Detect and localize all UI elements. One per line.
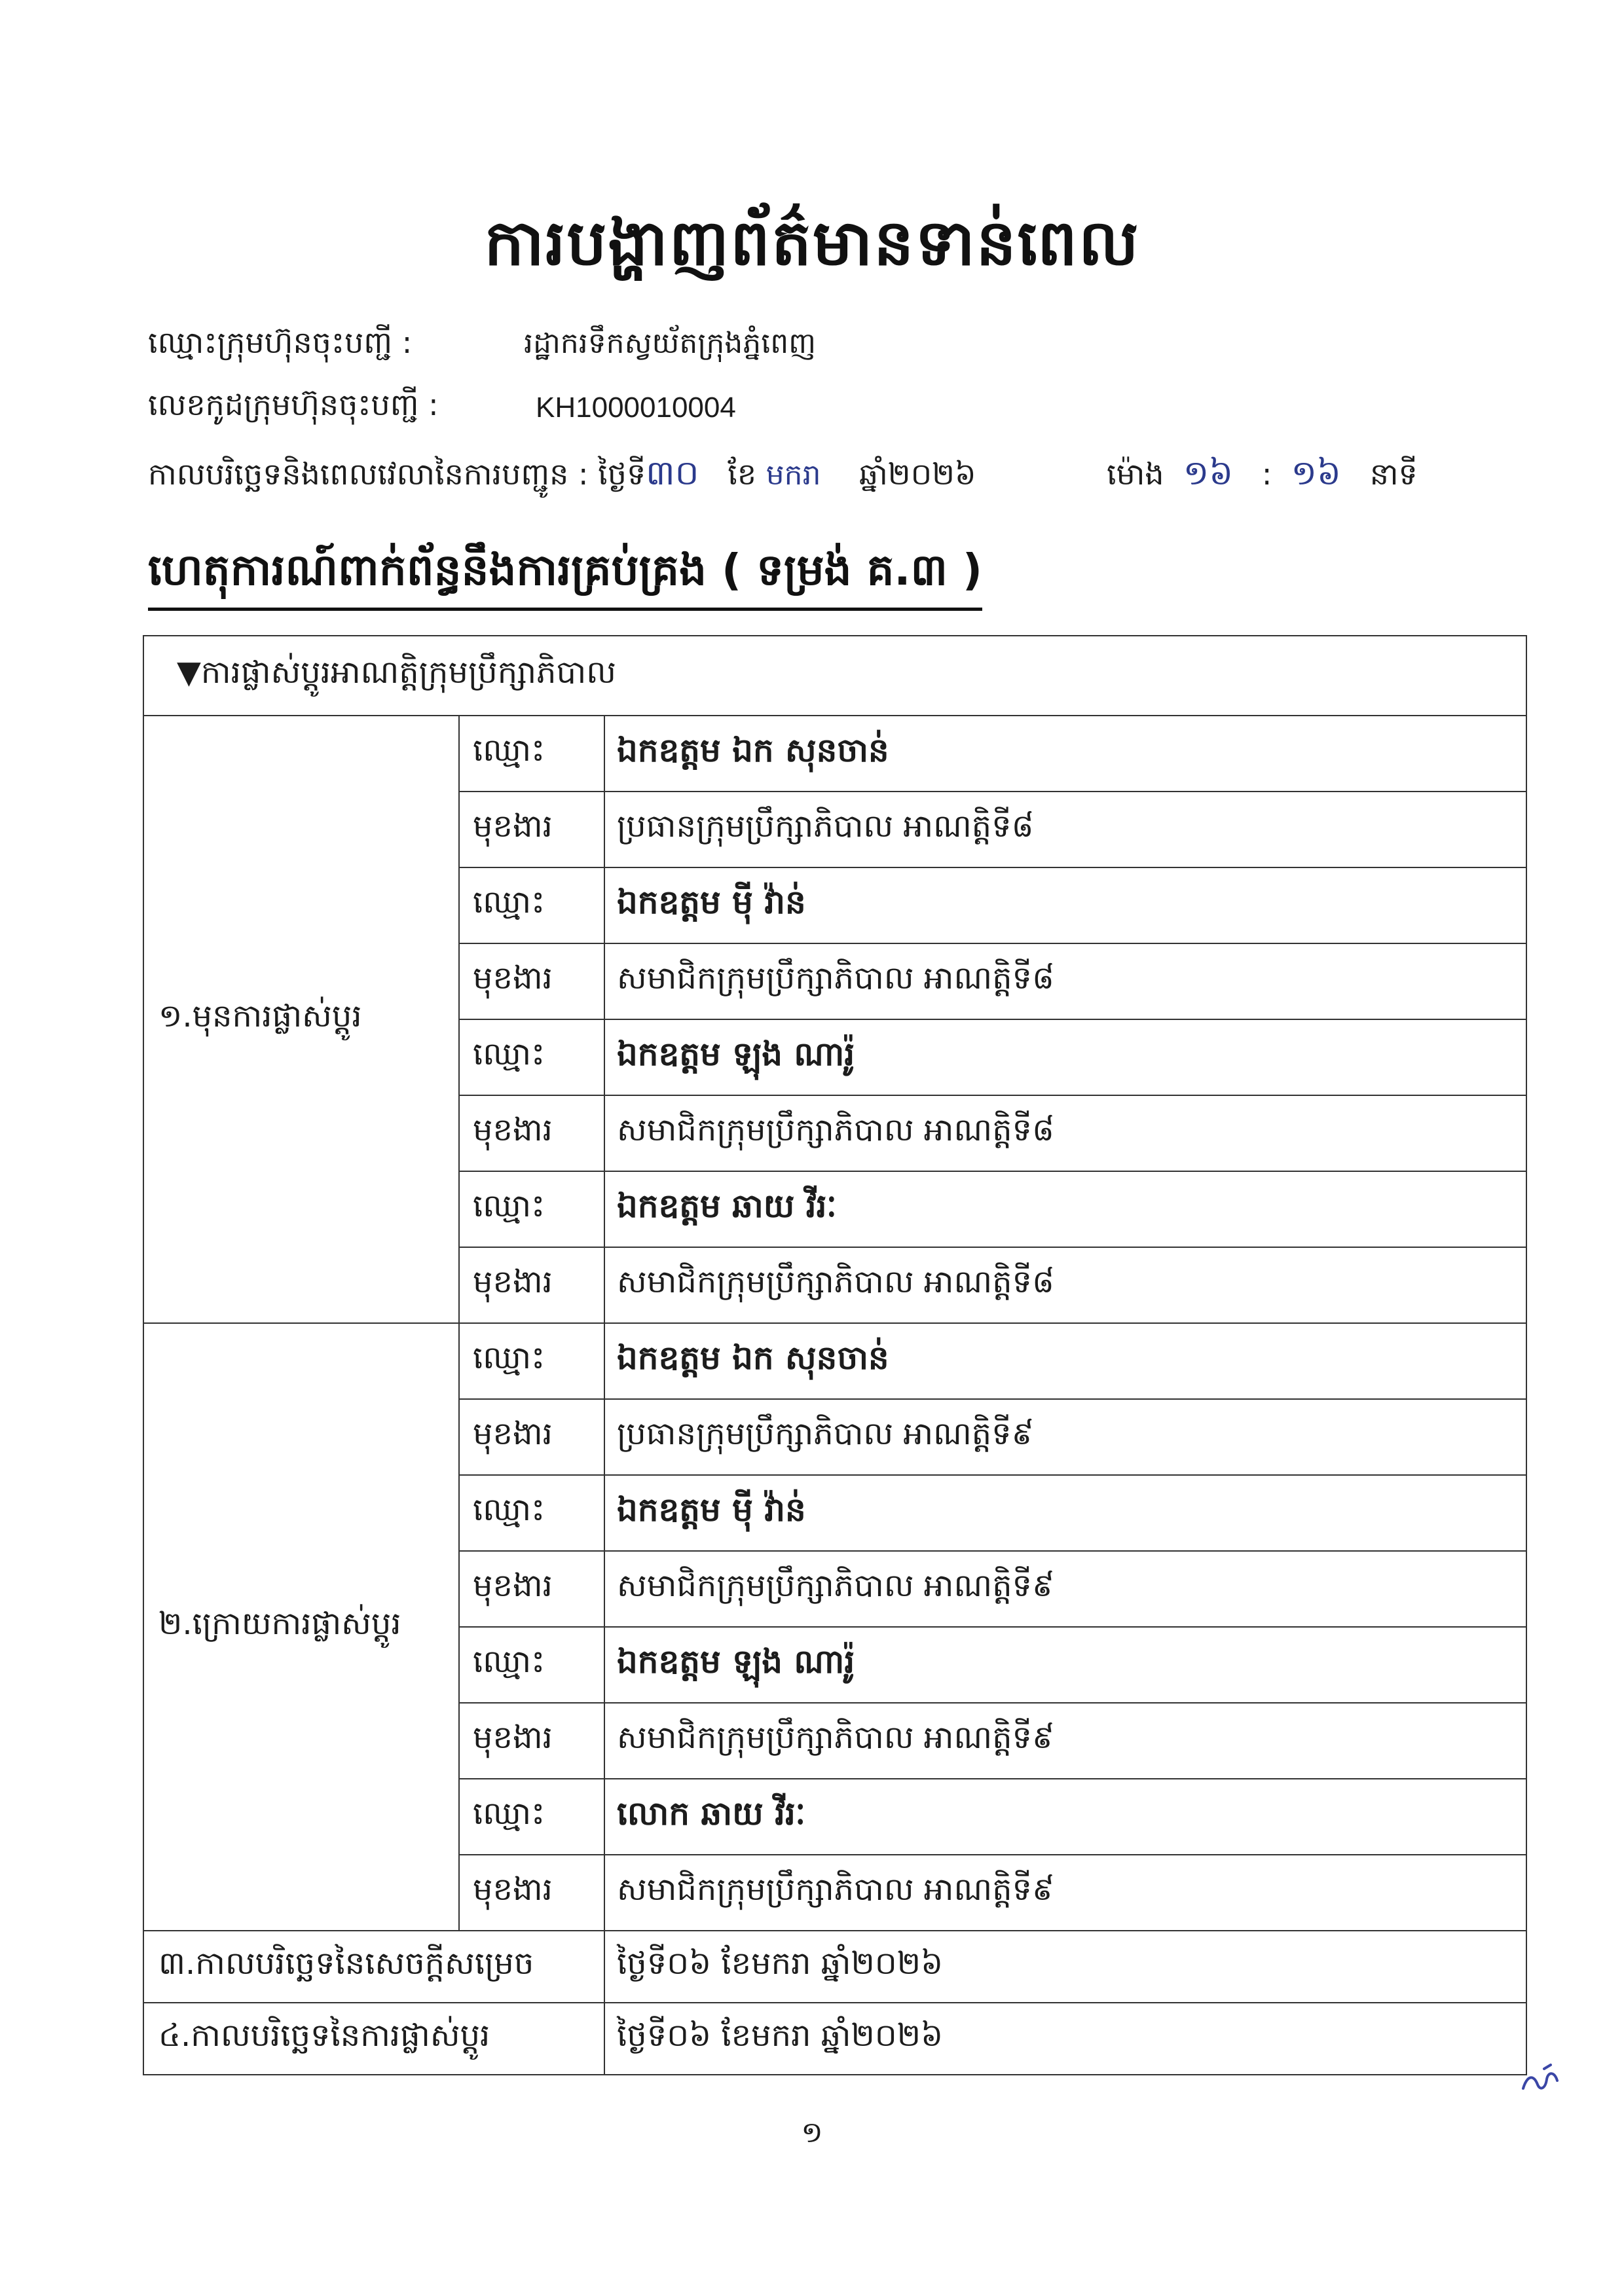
position-label: មុខងារ <box>459 792 604 867</box>
handwritten-initials <box>1518 2062 1564 2111</box>
decision-date-label: ៣.កាលបរិច្ឆេទនៃសេចក្តីសម្រេច <box>143 1931 604 2003</box>
year-label: ឆ្នាំ២០២៦ <box>859 456 976 492</box>
position-label: មុខងារ <box>459 1247 604 1323</box>
change-date-label: ៤.កាលបរិច្ឆេទនៃការផ្លាស់ប្តូរ <box>143 2003 604 2075</box>
position-value: សមាជិកក្រុមប្រឹក្សាភិបាល អាណត្តិទី៨ <box>604 1095 1526 1171</box>
submission-time <box>1107 452 1418 501</box>
position-label: មុខងារ <box>459 1703 604 1779</box>
change-date-value: ថ្ងៃទី០៦ ខែមករា ឆ្នាំ២០២៦ <box>604 2003 1526 2075</box>
table-row <box>143 716 1526 792</box>
name-label: ឈ្មោះ <box>459 1323 604 1399</box>
position-value: សមាជិកក្រុមប្រឹក្សាភិបាល អាណត្តិទី៨ <box>604 1247 1526 1323</box>
name-label: ឈ្មោះ <box>459 1779 604 1855</box>
position-label: មុខងារ <box>459 1095 604 1171</box>
minute-label: នាទី <box>1369 456 1418 492</box>
board-change-table <box>143 635 1527 2075</box>
name-label: ឈ្មោះ <box>459 1475 604 1551</box>
position-label: មុខងារ <box>459 943 604 1019</box>
name-value: ឯកឧត្តម ម៉ី វ៉ាន់ <box>604 1475 1526 1551</box>
name-value: ឯកឧត្តម ឆាយ វីរៈ <box>604 1171 1526 1247</box>
time-separator: : <box>1261 456 1272 492</box>
hour-label: ម៉ោង <box>1107 456 1164 492</box>
minute-value: ១៦ <box>1291 454 1341 493</box>
position-label: មុខងារ <box>459 1551 604 1627</box>
position-value: សមាជិកក្រុមប្រឹក្សាភិបាល អាណត្តិទី៩ <box>604 1551 1526 1627</box>
table-header-row <box>143 636 1526 716</box>
hour-value: ១៦ <box>1183 454 1234 493</box>
month-value: មករា <box>766 458 821 492</box>
company-code-value: KH1000010004 <box>536 392 736 424</box>
group-label: ១.មុនការផ្លាស់ប្តូរ <box>143 716 459 1323</box>
day-label: ថ្ងៃទី <box>598 456 646 492</box>
decision-date-row <box>143 1931 1526 2003</box>
position-value: សមាជិកក្រុមប្រឹក្សាភិបាល អាណត្តិទី៨ <box>604 943 1526 1019</box>
name-value: លោក ឆាយ វីរៈ <box>604 1779 1526 1855</box>
position-value: សមាជិកក្រុមប្រឹក្សាភិបាល អាណត្តិទី៩ <box>604 1855 1526 1931</box>
month-label: ខែ <box>728 456 757 492</box>
name-label: ឈ្មោះ <box>459 867 604 943</box>
change-date-row <box>143 2003 1526 2075</box>
name-label: ឈ្មោះ <box>459 1627 604 1703</box>
name-value: ឯកឧត្តម ម៉ី វ៉ាន់ <box>604 867 1526 943</box>
name-label: ឈ្មោះ <box>459 1019 604 1095</box>
position-label: មុខងារ <box>459 1855 604 1931</box>
table-header: ▼ការផ្លាស់ប្តូរអាណត្តិក្រុមប្រឹក្សាភិបាល <box>143 636 1526 716</box>
name-value: ឯកឧត្តម ឯក សុនចាន់ <box>604 1323 1526 1399</box>
group-label: ២.ក្រោយការផ្លាស់ប្តូរ <box>143 1323 459 1931</box>
name-value: ឯកឧត្តម ឡុង ណារ៉ូ <box>604 1019 1526 1095</box>
company-name-label: ឈ្មោះក្រុមហ៊ុនចុះបញ្ជី : <box>148 325 413 360</box>
name-value: ឯកឧត្តម ឯក សុនចាន់ <box>604 716 1526 792</box>
document-title: ការបង្ហាញព័ត៌មានទាន់ពេល <box>484 206 1140 280</box>
name-label: ឈ្មោះ <box>459 1171 604 1247</box>
day-value: ៣០ <box>646 454 699 493</box>
company-name-value: រដ្ឋាករទឹកស្វយ័តក្រុងភ្នំពេញ <box>524 327 817 360</box>
position-value: ប្រធានក្រុមប្រឹក្សាភិបាល អាណត្តិទី៩ <box>604 1399 1526 1475</box>
decision-date-value: ថ្ងៃទី០៦ ខែមករា ឆ្នាំ២០២៦ <box>604 1931 1526 2003</box>
position-label: មុខងារ <box>459 1399 604 1475</box>
page-number: ១ <box>801 2116 823 2149</box>
company-code-label: លេខកូដក្រុមហ៊ុនចុះបញ្ជី : <box>148 387 439 422</box>
name-label: ឈ្មោះ <box>459 716 604 792</box>
position-value: សមាជិកក្រុមប្រឹក្សាភិបាល អាណត្តិទី៩ <box>604 1703 1526 1779</box>
submission-label: កាលបរិច្ឆេទនិងពេលវេលានៃការបញ្ជូន : <box>148 456 589 492</box>
table-row <box>143 1323 1526 1399</box>
submission-datetime-row <box>148 452 976 501</box>
position-value: ប្រធានក្រុមប្រឹក្សាភិបាល អាណត្តិទី៨ <box>604 792 1526 867</box>
name-value: ឯកឧត្តម ឡុង ណារ៉ូ <box>604 1627 1526 1703</box>
section-heading: ហេតុការណ៍ពាក់ព័ន្ធនឹងការគ្រប់គ្រង ( ទម្រង់ គ.៣ ) <box>148 543 982 611</box>
